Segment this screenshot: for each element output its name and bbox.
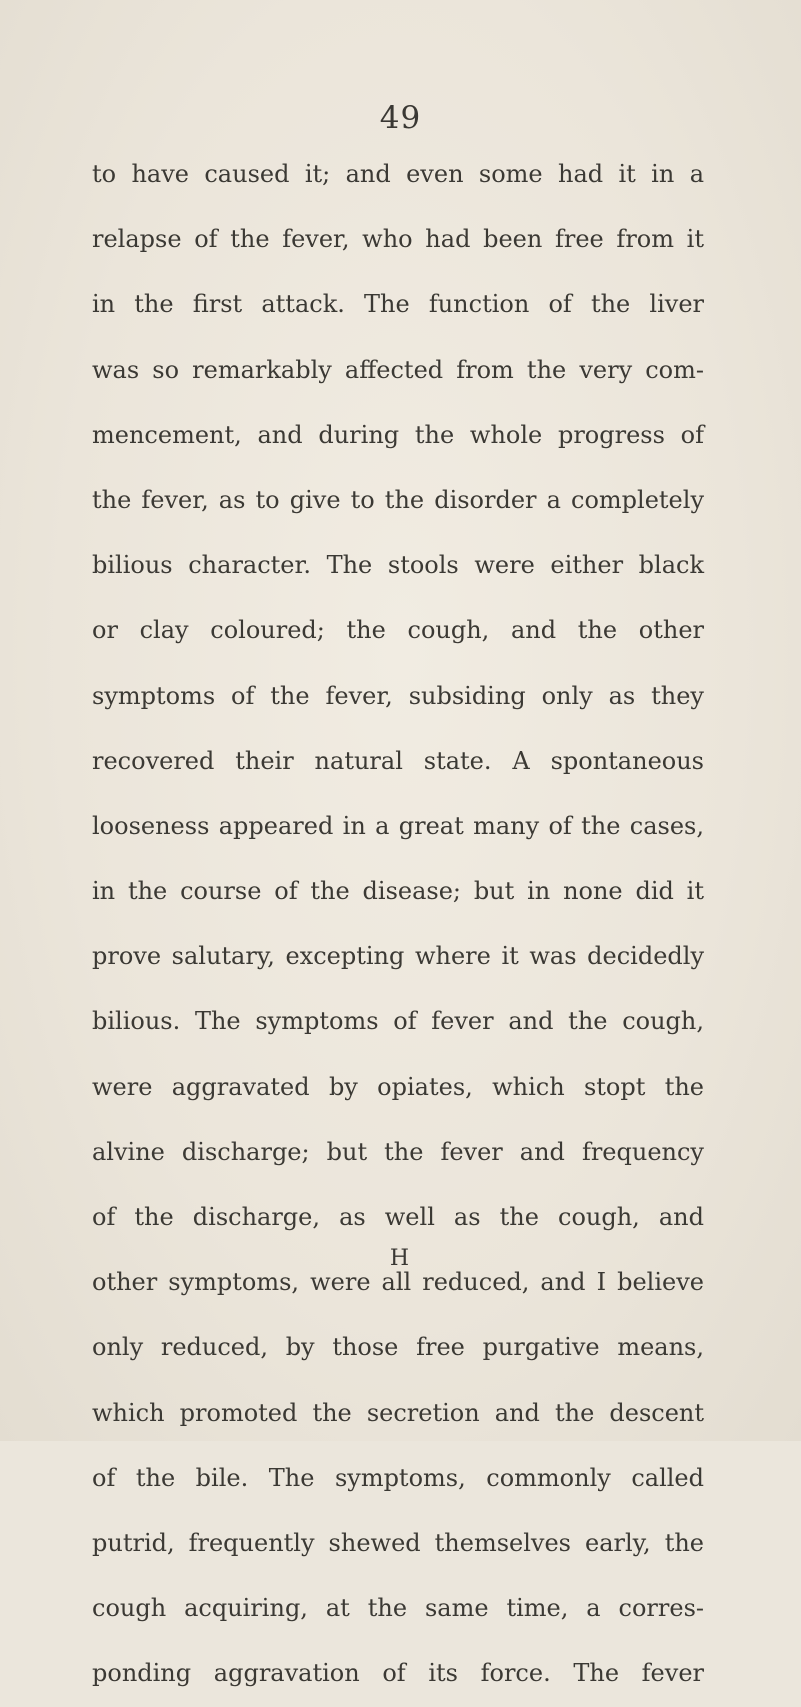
- text-line: prove salutary, excepting where it was decidedly: [92, 942, 704, 971]
- text-line: which promoted the secretion and the descent: [92, 1398, 704, 1427]
- text-line: recovered their natural state. A spontaneous: [92, 746, 704, 775]
- text-line: looseness appeared in a great many of the cases,: [92, 811, 704, 840]
- text-line: the fever, as to give to the disorder a completely: [92, 485, 704, 514]
- text-line: ponding aggravation of its force. The fever: [92, 1659, 704, 1688]
- text-line: symptoms of the fever, subsiding only as they: [92, 681, 704, 710]
- page-number: 49: [379, 100, 422, 136]
- body-text: [92, 142, 704, 1707]
- text-line: of the bile. The symptoms, commonly called: [92, 1463, 704, 1492]
- signature-mark: H: [389, 1246, 412, 1271]
- text-line: alvine discharge; but the fever and frequency: [92, 1137, 704, 1166]
- text-line: was so remarkably affected from the very com-: [92, 355, 704, 384]
- text-line: or clay coloured; the cough, and the other: [92, 616, 704, 645]
- text-line: mencement, and during the whole progress of: [92, 420, 704, 449]
- text-line: bilious character. The stools were either black: [92, 551, 704, 580]
- text-line: bilious. The symptoms of fever and the cough,: [92, 1007, 704, 1036]
- text-line: cough acquiring, at the same time, a corres-: [92, 1594, 704, 1623]
- text-line: relapse of the fever, who had been free from it: [92, 225, 704, 254]
- text-line: other symptoms, were all reduced, and I believe: [92, 1268, 704, 1297]
- text-line: of the discharge, as well as the cough, and: [92, 1203, 704, 1231]
- text-line: only reduced, by those free purgative means,: [92, 1333, 704, 1362]
- text-line: to have caused it; and even some had it in a: [92, 160, 704, 188]
- text-line: putrid, frequently shewed themselves early, the: [92, 1528, 704, 1557]
- text-line: in the course of the disease; but in none did it: [92, 877, 704, 906]
- text-line: in the first attack. The function of the liver: [92, 290, 704, 319]
- text-line: were aggravated by opiates, which stopt the: [92, 1072, 704, 1101]
